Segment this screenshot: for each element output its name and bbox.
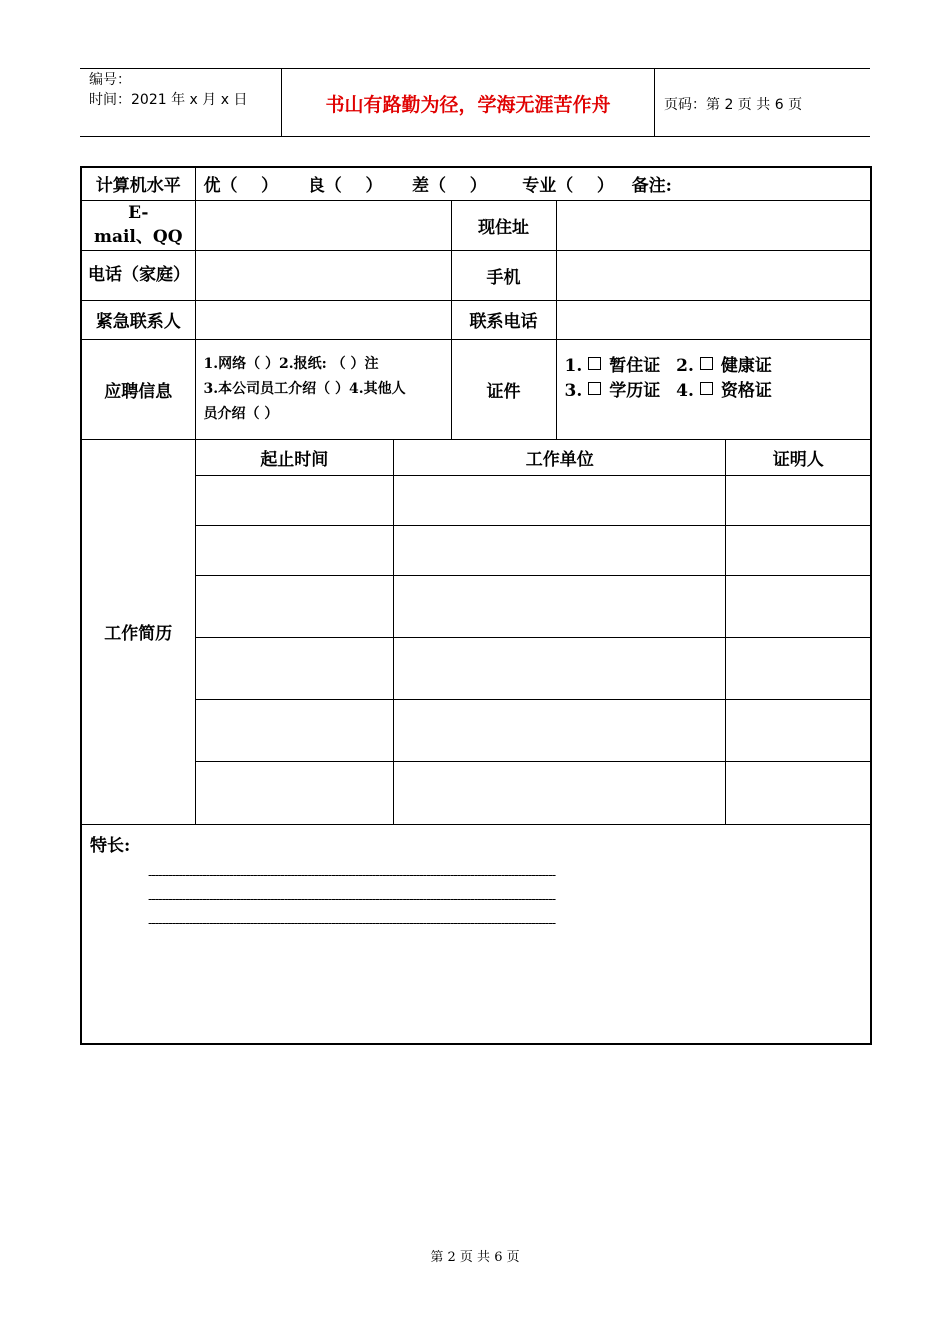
period-cell[interactable] (196, 576, 394, 638)
header-motto: 书山有路勤为径，学海无涯苦作舟 (325, 94, 611, 116)
reference-cell[interactable] (726, 700, 870, 762)
reference-cell[interactable] (726, 762, 870, 824)
column-reference: 证明人 (726, 440, 870, 476)
skills-section[interactable] (81, 824, 871, 1044)
column-period: 起止时间 (196, 440, 394, 476)
email-qq-field[interactable] (195, 200, 451, 250)
period-cell[interactable] (196, 762, 394, 824)
emergency-contact-label: 紧急联系人 (81, 300, 195, 339)
computer-skill-options[interactable]: 优（ ） 良（ ） 差（ ） 专业（ ） 备注: (195, 167, 871, 200)
certificates-options (556, 339, 871, 439)
header-bottom-rule (80, 136, 870, 137)
table-row (196, 576, 871, 638)
cert-number-3: 3. (564, 380, 583, 401)
header-meta (89, 70, 247, 110)
mobile-label: 手机 (451, 250, 556, 300)
employer-cell[interactable] (394, 476, 726, 526)
home-phone-label: 电话（家庭） (81, 250, 195, 300)
document-number-label: 编号： (89, 72, 131, 88)
skills-dotted-line-2: ------------------------------------------------------------------------------------------------------------------------ (148, 891, 556, 907)
cert-education-label: 学历证 (609, 380, 661, 401)
reference-cell[interactable] (726, 476, 870, 526)
skills-dotted-line-1: ------------------------------------------------------------------------------------------------------------------------ (148, 867, 556, 883)
cert-qualification-label: 资格证 (720, 380, 772, 401)
home-phone-field[interactable] (195, 250, 451, 300)
cert-number-1: 1. (564, 355, 583, 376)
certificates-row-1 (565, 354, 871, 379)
document-date-label: 时间：2021 年 x 月 x 日 (89, 92, 248, 108)
computer-skill-label: 计算机水平 (81, 167, 195, 200)
address-field[interactable] (556, 200, 871, 250)
employer-cell[interactable] (394, 762, 726, 824)
skills-label: 特长: (90, 835, 131, 856)
recruit-info-line-3: 员介绍（ ） (203, 405, 279, 422)
table-row (196, 762, 871, 824)
period-cell[interactable] (196, 526, 394, 576)
column-employer: 工作单位 (394, 440, 726, 476)
period-cell[interactable] (196, 638, 394, 700)
application-form-table (80, 166, 872, 1045)
table-row (196, 476, 871, 526)
reference-cell[interactable] (726, 638, 870, 700)
period-cell[interactable] (196, 476, 394, 526)
address-label: 现住址 (451, 200, 556, 250)
mobile-field[interactable] (556, 250, 871, 300)
emergency-contact-field[interactable] (195, 300, 451, 339)
header-page-indicator: 页码：第 2 页 共 6 页 (664, 97, 803, 113)
recruit-info-label: 应聘信息 (81, 339, 195, 439)
table-row (196, 638, 871, 700)
recruit-info-line-1: 1.网络（ ）2.报纸: （ ）注 (203, 355, 379, 372)
contact-phone-label: 联系电话 (451, 300, 556, 339)
cert-temporary-residence-label: 暂住证 (609, 355, 661, 376)
period-cell[interactable] (196, 700, 394, 762)
employer-cell[interactable] (394, 526, 726, 576)
table-row (196, 700, 871, 762)
checkbox-education-certificate[interactable] (588, 382, 601, 395)
reference-cell[interactable] (726, 526, 870, 576)
page-footer: 第 2 页 共 6 页 (430, 1250, 520, 1265)
employer-cell[interactable] (394, 700, 726, 762)
employer-cell[interactable] (394, 638, 726, 700)
checkbox-temporary-residence[interactable] (588, 357, 601, 370)
employer-cell[interactable] (394, 576, 726, 638)
email-qq-label: E- mail、QQ (81, 200, 195, 250)
recruit-info-line-2: 3.本公司员工介绍（ ）4.其他人 (203, 380, 406, 397)
certificates-row-2 (565, 379, 871, 404)
certificates-label: 证件 (451, 339, 556, 439)
skills-dotted-line-3: ------------------------------------------------------------------------------------------------------------------------ (148, 915, 556, 931)
reference-cell[interactable] (726, 576, 870, 638)
checkbox-qualification-certificate[interactable] (700, 382, 713, 395)
cert-health-label: 健康证 (720, 355, 772, 376)
cert-number-4: 4. (676, 380, 694, 401)
header-divider-2 (654, 68, 655, 136)
checkbox-health-certificate[interactable] (700, 357, 713, 370)
cert-number-2: 2. (676, 355, 694, 376)
header-top-rule (80, 68, 870, 69)
table-row (196, 526, 871, 576)
work-history-label: 工作简历 (81, 439, 195, 824)
contact-phone-field[interactable] (556, 300, 871, 339)
recruit-info-options[interactable] (195, 339, 451, 439)
work-history-table (196, 440, 871, 824)
work-history-grid (195, 439, 871, 824)
